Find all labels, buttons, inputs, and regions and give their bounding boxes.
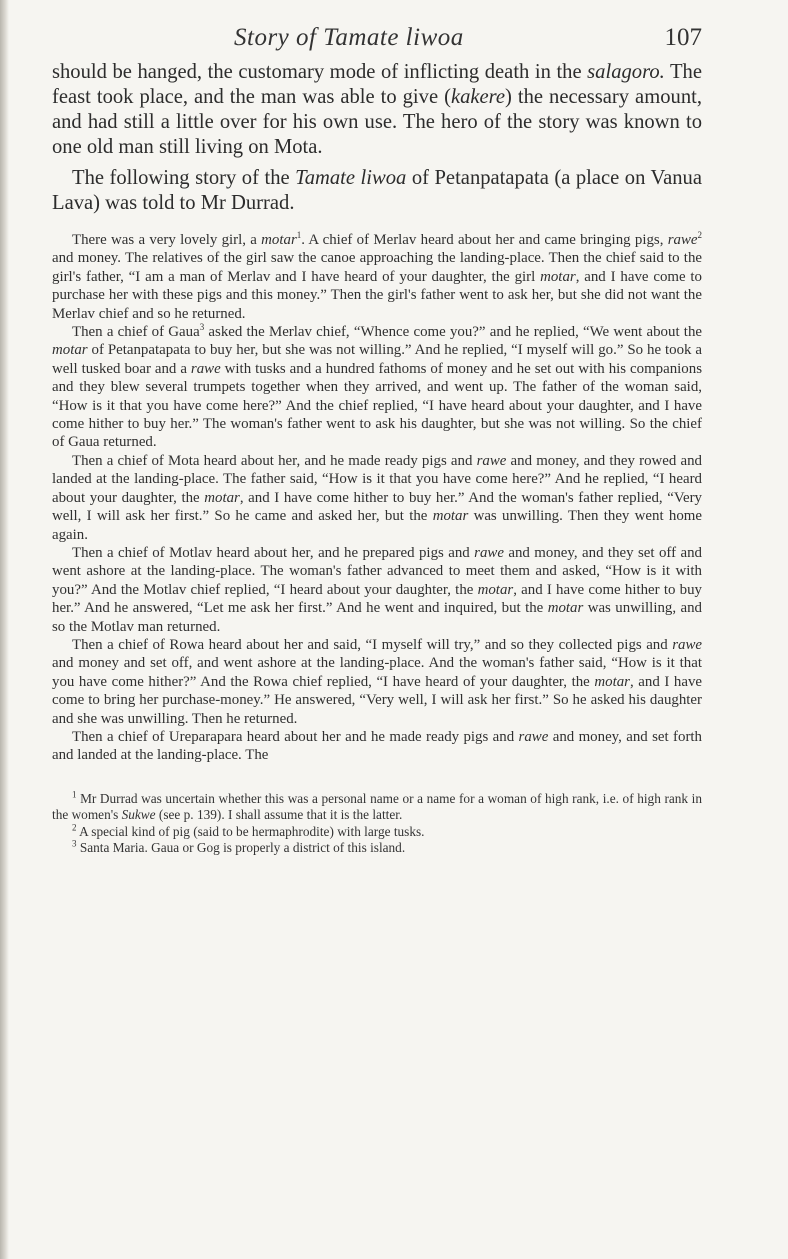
footnote-marker: 2 bbox=[72, 822, 77, 833]
footnote-marker: 1 bbox=[296, 230, 302, 241]
footnote-marker: 3 bbox=[199, 322, 205, 333]
main-text bbox=[52, 60, 702, 216]
story-paragraph: Then a chief of Rowa heard about her and said, “I myself will try,” and so they collected pigs and rawe and money and set off, and went ashore at the landing-place. And the woman's father said, “How is it that you have come hither?” And the Rowa chief replied, “I have heard of your daughter, the motar, and I have come to bring her purchase-money.” He answered, “Very well, I will ask her first.” So he asked his daughter and she was unwilling. Then he returned. bbox=[52, 636, 703, 727]
italic-term: motar bbox=[594, 673, 630, 690]
story-paragraph: Then a chief of Mota heard about her, and he made ready pigs and rawe and money, and they rowed and landed at the landing-place. The father said, “How is it that you have come here?” And he replied, “I heard about your daughter, the motar, and I have come hither to buy her.” And the woman's father replied, “Very well, I will ask her first.” So he came and asked her, but the motar was unwilling. Then they went home again. bbox=[52, 452, 702, 543]
book-spine-edge bbox=[0, 0, 9, 1259]
story-paragraph: Then a chief of Motlav heard about her, and he prepared pigs and rawe and money, and they set off and went ashore at the landing-place. The woman's father advanced to meet them and asked, “How is it with you?” And the Motlav chief replied, “I heard about your daughter, the motar, and I have come hither to buy her.” And he answered, “Let me ask her first.” And he went and inquired, but the motar was unwilling, and so the Motlav man returned. bbox=[52, 544, 702, 635]
italic-term: motar bbox=[204, 489, 240, 506]
page-header bbox=[52, 24, 702, 60]
italic-term: rawe bbox=[667, 232, 698, 248]
italic-term: motar bbox=[547, 600, 584, 617]
running-title: Story of Tamate liwoa bbox=[234, 24, 464, 51]
footnote: $^1$ Mr Durrad was uncertain whether this was a personal name or a name for a woman of high rank, i.e. of high rank in the women's Sukwe (see p. 139). I shall assume that it is the latter. bbox=[52, 789, 702, 823]
page-number: 107 bbox=[664, 24, 702, 51]
italic-term: motar bbox=[52, 342, 88, 359]
story-paragraph: There was a very lovely girl, a motar$^1$. A chief of Merlav heard about her and came bringing pigs, rawe$^2$ and money. The relatives of the girl saw the canoe approaching the landing-place. Then the chief said to the girl's father, “I am a man of Merlav and I have heard of your daughter, the girl motar, and I have come to purchase her with these pigs and this money.” Then the girl's father went to ask her, but she did not want the Merlav chief and so he returned. bbox=[52, 230, 703, 322]
footnote: $^3$ Santa Maria. Gaua or Gog is properly a district of this island. bbox=[72, 838, 406, 856]
story-text bbox=[52, 231, 702, 765]
footnotes bbox=[52, 791, 702, 857]
italic-term: kakere bbox=[450, 86, 506, 108]
paragraph: The following story of the Tamate liwoa of Petanpatapata (a place on Vanua Lava) was told to Mr Durrad. bbox=[52, 167, 702, 214]
italic-term: rawe bbox=[518, 728, 549, 745]
italic-term: rawe bbox=[476, 452, 507, 469]
footnote: $^2$ A special kind of pig (said to be hermaphrodite) with large tusks. bbox=[72, 822, 425, 839]
footnote-marker: 1 bbox=[72, 789, 77, 800]
italic-term: salagoro. bbox=[587, 61, 665, 83]
italic-term: rawe bbox=[672, 636, 702, 653]
italic-term: Sukwe bbox=[121, 807, 156, 823]
story-paragraph: Then a chief of Gaua$^3$ asked the Merlav chief, “Whence come you?” and he replied, “We went about the motar of Petanpatapata to buy her, but she was not willing.” And he replied, “I myself will go.” So he took a well tusked boar and a rawe with tusks and a hundred fathoms of money and he set out with his companions and they blew several trumpets together when they arrived, and went up. The father of the woman said, “How is it that you have come here?” And the chief replied, “I have heard about your daughter, and I have come hither to buy her.” The woman's father went to ask his daughter, but she was not willing. So the chief of Gaua returned. bbox=[52, 322, 702, 451]
story-paragraph: Then a chief of Ureparapara heard about her and he made ready pigs and rawe and money, and set forth and landed at the landing-place. The bbox=[52, 728, 702, 764]
italic-term: Tamate liwoa bbox=[295, 167, 407, 189]
italic-term: motar bbox=[432, 508, 469, 525]
paragraph: should be hanged, the customary mode of inflicting death in the salagoro. The feast took place, and the man was able to give (kakere) the necessary amount, and had still a little over for his own use. The hero of the story was known to one old man still living on Mota. bbox=[52, 61, 702, 158]
book-page bbox=[52, 24, 702, 857]
italic-term: motar bbox=[477, 581, 514, 598]
italic-term: rawe bbox=[190, 360, 221, 377]
italic-term: motar bbox=[261, 232, 297, 248]
footnote-marker: 2 bbox=[697, 230, 702, 241]
italic-term: motar bbox=[540, 268, 576, 285]
italic-term: rawe bbox=[474, 544, 504, 561]
footnote-marker: 3 bbox=[72, 838, 77, 849]
